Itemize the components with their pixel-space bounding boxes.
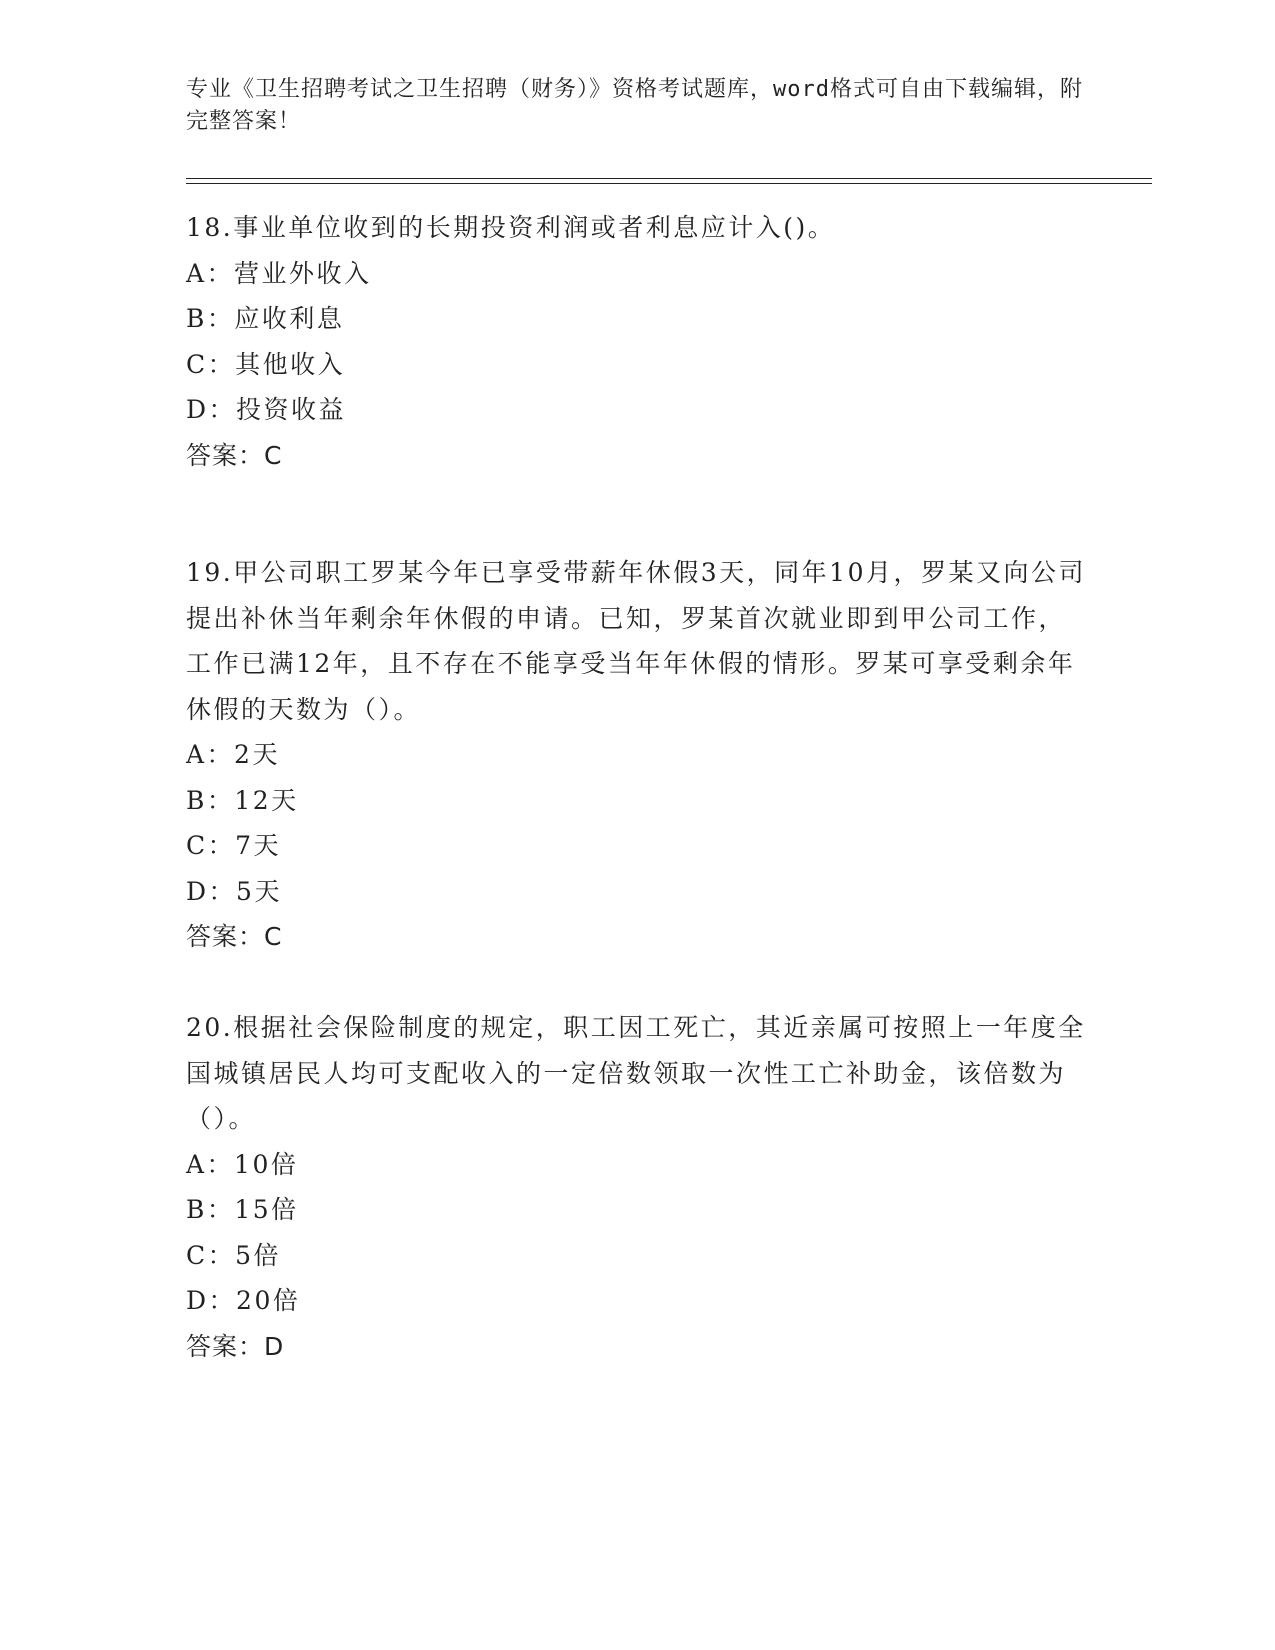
option-d: D：投资收益 bbox=[186, 395, 347, 424]
option-b: B：15倍 bbox=[186, 1195, 299, 1224]
answer-line: 答案：C bbox=[186, 440, 283, 470]
option-a: A：营业外收入 bbox=[186, 258, 372, 288]
document-header: 专业《卫生招聘考试之卫生招聘（财务）》资格考试题库，word格式可自由下载编辑，附完整答案！ bbox=[186, 77, 1083, 134]
header-divider-bottom bbox=[186, 183, 1152, 184]
option-c: C：7天 bbox=[186, 831, 282, 860]
question-19 bbox=[186, 550, 1086, 960]
header-divider-top bbox=[186, 178, 1152, 179]
option-a: A：10倍 bbox=[186, 1149, 299, 1179]
question-stem: 19.甲公司职工罗某今年已享受带薪年休假3天，同年10月，罗某又向公司提出补休当年剩余年休假的申请。已知，罗某首次就业即到甲公司工作，工作已满12年，且不存在不能享受当年年休假的情形。罗某可享受剩余年休假的天数为（）。 bbox=[186, 558, 1086, 724]
answer-line: 答案：D bbox=[186, 1331, 285, 1361]
option-d: D：5天 bbox=[186, 876, 282, 906]
option-c: C：其他收入 bbox=[186, 349, 346, 379]
option-c: C：5倍 bbox=[186, 1240, 282, 1270]
option-d: D：20倍 bbox=[186, 1286, 301, 1315]
option-b: B：应收利息 bbox=[186, 304, 345, 333]
option-b: B：12天 bbox=[186, 785, 299, 815]
question-18 bbox=[186, 205, 1086, 478]
question-stem: 18.事业单位收到的长期投资利润或者利息应计入()。 bbox=[186, 213, 836, 242]
question-stem: 20.根据社会保险制度的规定，职工因工死亡，其近亲属可按照上一年度全国城镇居民人均可支配收入的一定倍数领取一次性工亡补助金，该倍数为（）。 bbox=[186, 1013, 1086, 1133]
answer-line: 答案：C bbox=[186, 922, 283, 951]
question-20 bbox=[186, 1005, 1086, 1369]
option-a: A：2天 bbox=[186, 740, 280, 769]
